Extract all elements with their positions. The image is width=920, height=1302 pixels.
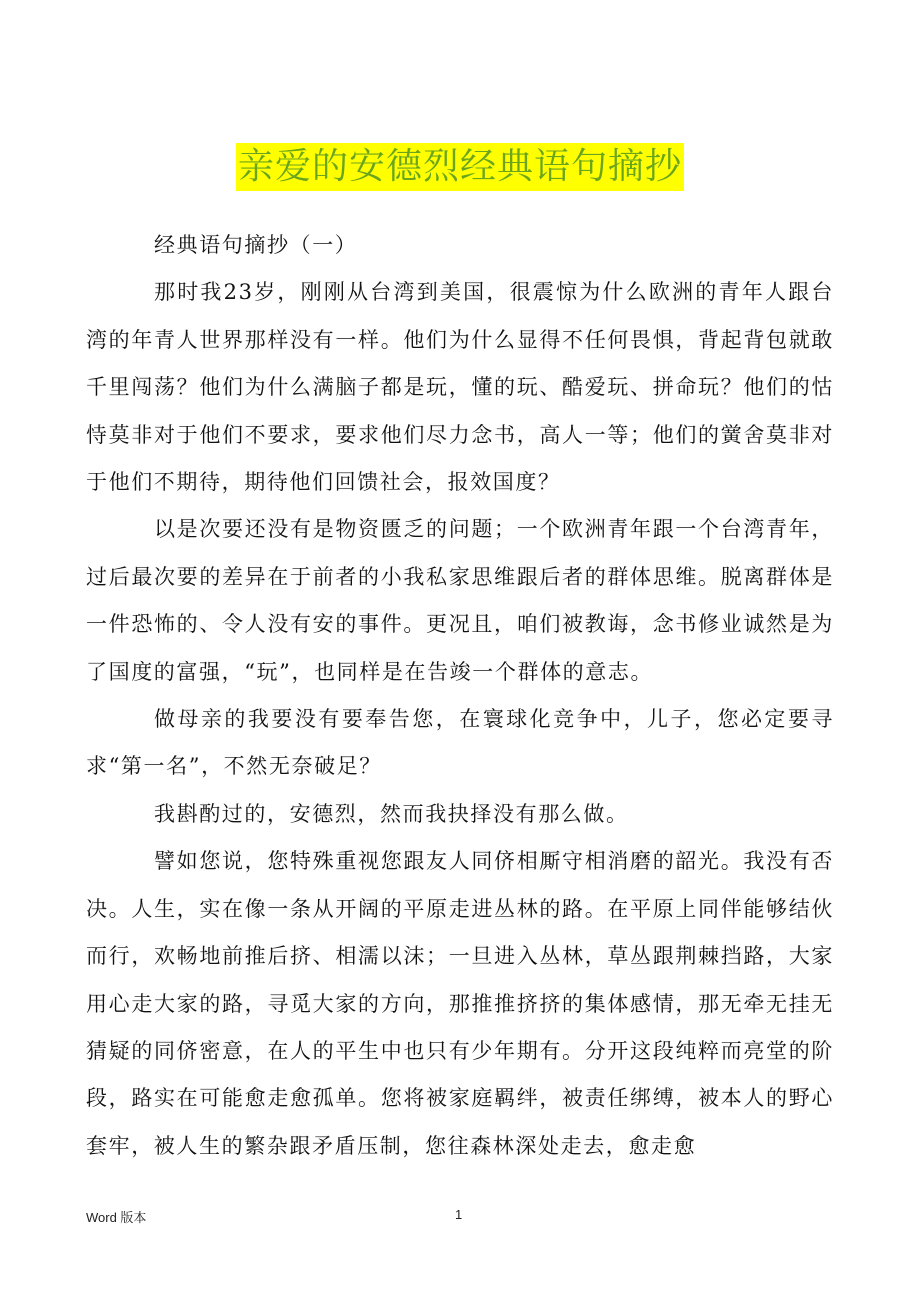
page-number: 1 [455, 1207, 463, 1222]
footer-label: Word 版本 [86, 1210, 147, 1225]
paragraph: 做母亲的我要没有要奉告您，在寰球化竞争中，儿子，您必定要寻求“第一名”，不然无奈破足？ [86, 707, 834, 779]
paragraph: 我斟酌过的，安德烈，然而我抉择没有那么做。 [154, 801, 629, 826]
paragraph: 那时我23岁，刚刚从台湾到美国，很震惊为什么欧洲的青年人跟台湾的年青人世界那样没有一样。他们为什么显得不任何畏惧，背起背包就敢千里闯荡？他们为什么满脑子都是玩，懂的玩、酷爱玩、拼命玩？他们的怙恃莫非对于他们不要求，要求他们尽力念书，高人一等；他们的黉舍莫非对于他们不期待，期待他们回馈社会，报效国度？ [86, 280, 834, 495]
paragraph: 以是次要还没有是物资匮乏的问题；一个欧洲青年跟一个台湾青年，过后最次要的差异在于前者的小我私家思维跟后者的群体思维。脱离群体是一件恐怖的、令人没有安的事件。更况且，咱们被教诲，念书修业诚然是为了国度的富强，“玩”，也同样是在告竣一个群体的意志。 [86, 517, 834, 684]
paragraph: 譬如您说，您特殊重视您跟友人同侪相厮守相消磨的韶光。我没有否决。人生，实在像一条从开阔的平原走进丛林的路。在平原上同伴能够结伙而行，欢畅地前推后挤、相濡以沫；一旦进入丛林，草丛跟荆棘挡路，大家用心走大家的路，寻觅大家的方向，那推推挤挤的集体感情，那无牵无挂无猜疑的同侪密意，在人的平生中也只有少年期有。分开这段纯粹而亮堂的阶段，路实在可能愈走愈孤单。您将被家庭羁绊，被责任绑缚，被本人的野心套牢，被人生的繁杂跟矛盾压制，您往森林深处走去，愈走愈 [86, 849, 834, 1158]
title-container [0, 143, 920, 191]
document-body [86, 222, 834, 1170]
paragraph-heading: 经典语句摘抄（一） [154, 233, 358, 257]
document-title: 亲爱的安德烈经典语句摘抄 [236, 143, 684, 191]
